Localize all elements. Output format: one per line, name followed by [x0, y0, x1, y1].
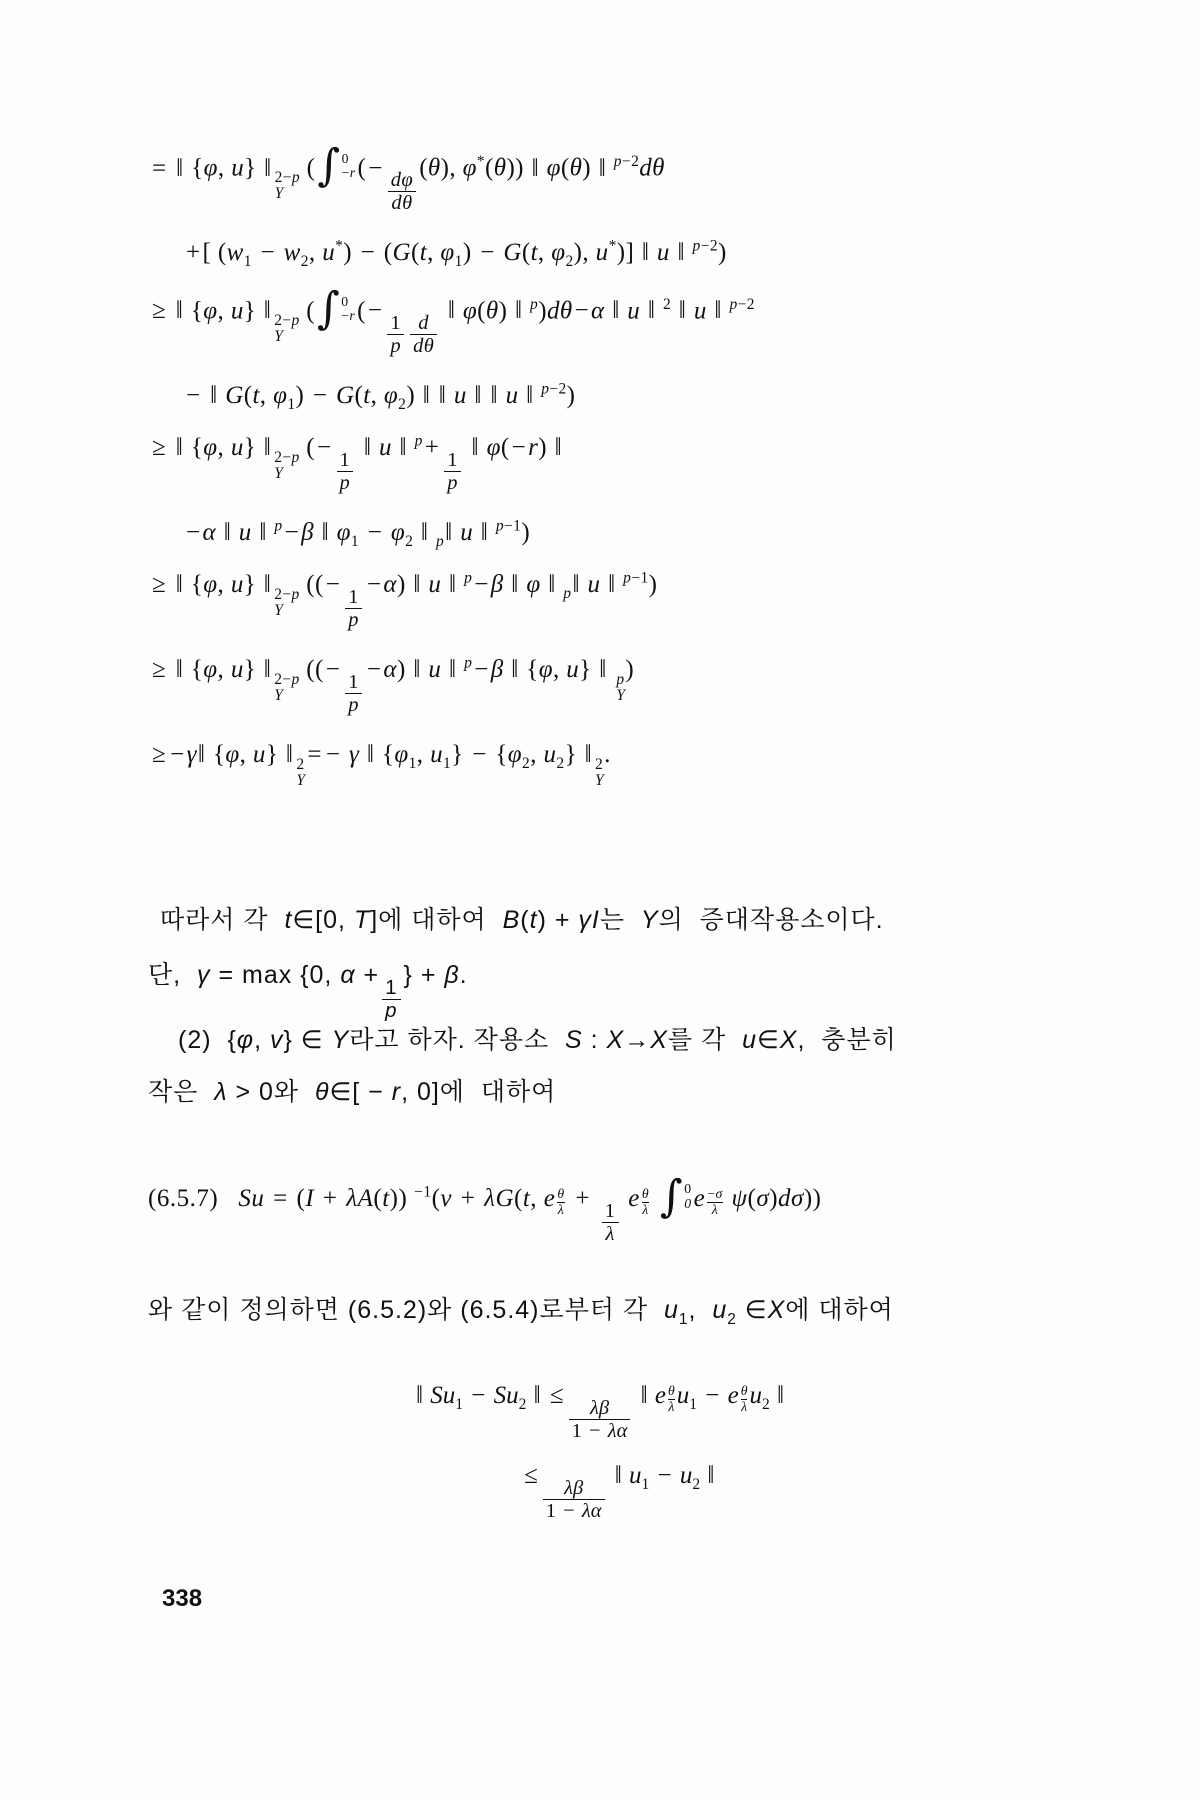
- paragraph-2-suffix: } + β.: [403, 961, 468, 989]
- final-equation-1: ‖ $Su_1 - Su_2$ ‖ ≤ $\frac{\lambda\beta}{1 - \lambda\alpha}$ ‖ e $\frac{\theta}{\lambda}$ $u_1 - e$ $\frac{\theta}{\lambda}$ $u_2$ ‖: [415, 1382, 785, 1442]
- equation-block: [150, 140, 1090, 814]
- equation-line-6: −α ‖ u ‖ $^p$−β ‖ $\varphi_1 - \varphi_2$ ‖ $_p$‖ u ‖ $^{p-1}$): [186, 517, 531, 551]
- equation-line-8: ≥ ‖ {φ, u} ‖ 2−p Y ((− $\frac{1}{p}$ −α) ‖ u ‖ $^p$−β ‖ {φ, u} ‖ p Y ): [152, 655, 635, 717]
- paragraph-5: 와 같이 정의하면 (6.5.2)와 (6.5.4)로부터 각 $u_1$, $u_2$ ∈X에 대하여: [148, 1296, 894, 1328]
- paragraph-2: [148, 955, 1048, 1022]
- numbered-equation-6-5-7: (6.5.7) Su = (I + λA(t)) $^{-1}$(v + λG(t, e $\frac{\theta}{\lambda}$ + $\frac{1}{\lambda}$ e $\frac{\theta}{\lambda}$ ∫ 0 0 e $\frac{-\sigma}{\lambda}$ ψ(σ)dσ)): [148, 1170, 822, 1245]
- page-number: 338: [162, 1585, 203, 1612]
- equation-line-7: ≥ ‖ {φ, u} ‖ 2−p Y ((− $\frac{1}{p}$ −α) ‖ u ‖ $^p$−β ‖ φ ‖ $_p$‖ u ‖ $^{p-1}$): [152, 570, 658, 632]
- equation-label: (6.5.7): [148, 1185, 219, 1212]
- equation-line-9: ≥ −γ‖ {φ, u} ‖ 2 Y = − γ ‖ {$\varphi_1$, $u_1\} - \{\varphi_2$, $u_2$} ‖ 2 Y .: [152, 741, 611, 789]
- equation-line-4: − ‖ G(t, $\varphi_1) - G(t$, $\varphi_2$) ‖ ‖ u ‖ ‖ u ‖ $^{p-2}$): [186, 380, 576, 414]
- paragraph-4: 작은 λ > 0와 θ∈[ − r, 0]에 대하여: [148, 1078, 557, 1106]
- equation-line-3: ≥ ‖ {φ, u} ‖ 2−p Y ( ∫ 0 −r (− $\frac{1}{p}$ $\frac{d}{d\theta}$ ‖ φ(θ) ‖ $^p$)dθ−α ‖ u ‖ $^2$ ‖ u ‖ $^{p-2}$: [152, 282, 755, 357]
- equation-line-2: +[ ($w_1 - w_2$, u*) − (G(t, $\varphi_1) - G(t$, $\varphi_2$), u*)] ‖ u ‖ $^{p-2}$): [186, 238, 727, 271]
- fraction-one-over-p: $\frac{1}{p}$: [379, 977, 403, 1022]
- final-equation-2: ≤ $\frac{\lambda\beta}{1 - \lambda\alpha}$ ‖ $u_1 - u_2$ ‖: [524, 1462, 715, 1522]
- paragraph-2-prefix: 단, γ = max {0, α +: [148, 961, 380, 989]
- paragraph-3: (2) {φ, v} ∈ Y라고 하자. 작용소 S : X→X를 각 u∈X, 충분히: [178, 1026, 897, 1054]
- equation-line-5: ≥ ‖ {φ, u} ‖ 2−p Y (− $\frac{1}{p}$ ‖ u ‖ $^p$+ $\frac{1}{p}$ ‖ φ(−r) ‖: [152, 432, 563, 495]
- equation-line-1: = ‖ {φ, u} ‖ 2−p Y ( ∫ 0 −r (− $\frac{d\varphi}{d\theta}$ (θ), φ*(θ)) ‖ φ(θ) ‖ $^{p-2}$dθ: [152, 140, 665, 215]
- paragraph-1: 따라서 각 t∈[0, T]에 대하여 B(t) + γI는 Y의 증대작용소이다.: [160, 906, 884, 934]
